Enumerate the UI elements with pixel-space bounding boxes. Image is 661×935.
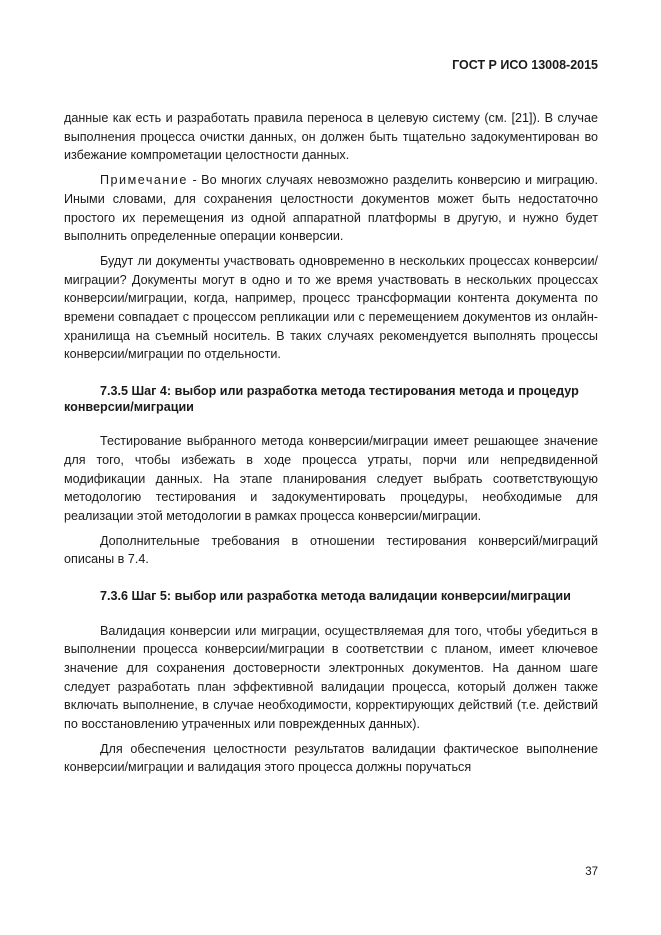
document-header-standard-code: ГОСТ Р ИСО 13008-2015 [452, 58, 598, 72]
section-heading-7-3-5: 7.3.5 Шаг 4: выбор или разработка метода тестирования метода и процедур конверсии/миграции [64, 384, 579, 414]
note-text: - Во многих случаях невозможно разделить конверсию и миграцию. Иными словами, для сохранения целостности документов может быть недостаточно простого их перемещения из одной аппаратной платформы в другую, и нужно будет выполнить определенные операции конверсии. [64, 173, 598, 244]
paragraph-validation: Валидация конверсии или миграции, осуществляемая для того, чтобы убедиться в выполнении процесса конверсии/миграции в соответствии с планом, имеет ключевое значение для сохранения достоверности электронных документов. На данном шаге следует разработать план эффективной валидации процесса, который должен также включать выполнение, в случае необходимости, корректирующих действий (т.е. действий по восстановлению утраченных или поврежденных данных). [64, 623, 598, 732]
paragraph-continuation: данные как есть и разработать правила переноса в целевую систему (см. [21]). В случае выполнения процесса очистки данных, он должен быть тщательно задокументирован во избежание компрометации целостности данных. [64, 111, 598, 163]
paragraph-testing-requirements: Дополнительные требования в отношении тестирования конверсий/миграций описаны в 7.4. [64, 533, 598, 567]
note-paragraph [64, 171, 598, 246]
paragraph-validation-integrity: Для обеспечения целостности результатов валидации фактическое выполнение конверсии/миграции и валидация этого процесса должны поручаться [64, 741, 598, 775]
page-content [64, 109, 598, 783]
page-number: 37 [585, 866, 598, 878]
paragraph-multiple-processes: Будут ли документы участвовать одновременно в нескольких процессах конверсии/миграции? Документы могут в одно и то же время участвовать в нескольких процессах конверсии/миграции, когда, например, процесс трансформации контента документа по времени совпадает с процессом репликации или с перемещением документов из онлайн-хранилища на съемный носитель. В таких случаях рекомендуется выполнять процессы конверсии/миграции по отдельности. [64, 253, 598, 362]
note-label: Примечание [100, 173, 188, 188]
section-heading-7-3-6: 7.3.6 Шаг 5: выбор или разработка метода валидации конверсии/миграции [100, 589, 571, 604]
paragraph-testing: Тестирование выбранного метода конверсии/миграции имеет решающее значение для того, чтобы избежать в ходе процесса утраты, порчи или непредвиденной модификации данных. На этапе планирования следует выбрать соответствующую методологию тестирования и задокументировать процедуры, необходимые для реализации этой методологии в рамках процесса конверсии/миграции. [64, 434, 598, 523]
